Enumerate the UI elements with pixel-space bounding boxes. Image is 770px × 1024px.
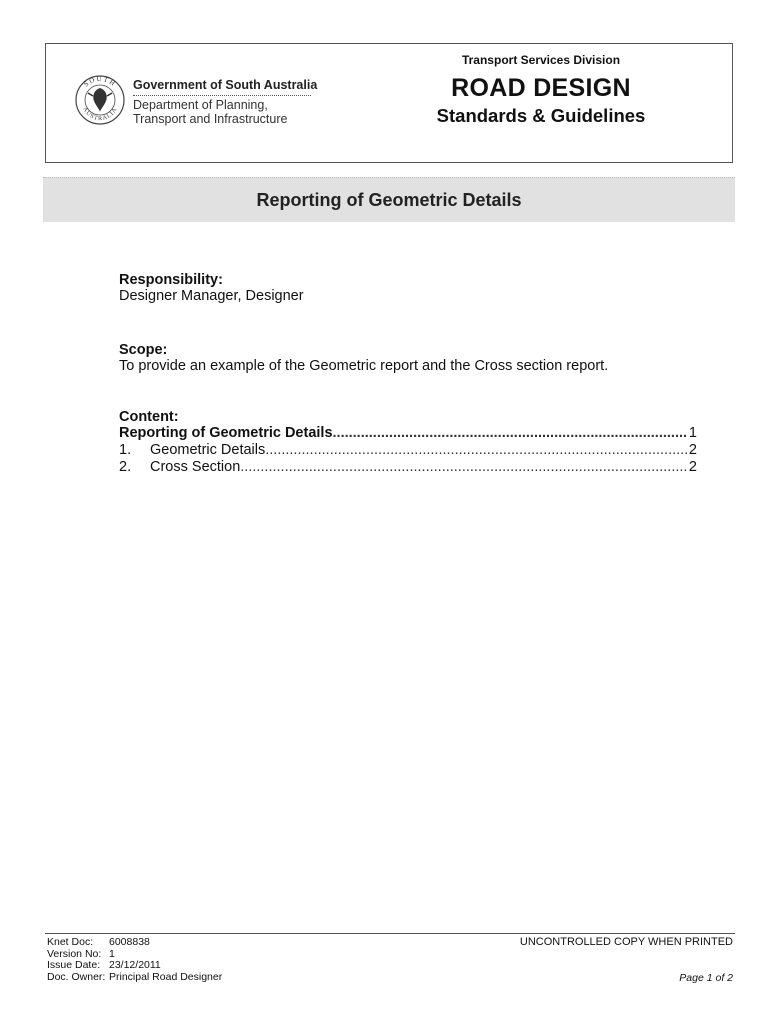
toc-entry[interactable] bbox=[119, 442, 697, 459]
doc-owner-label: Doc. Owner: bbox=[47, 970, 106, 983]
toc-entry[interactable] bbox=[119, 425, 697, 442]
knet-doc-value: 6008838 bbox=[109, 936, 150, 948]
doc-owner-value: Principal Road Designer bbox=[109, 970, 223, 983]
seal-bottom-text: AUSTRALIA bbox=[81, 106, 119, 123]
content-label: Content: bbox=[119, 409, 179, 425]
uncontrolled-copy-notice: UNCONTROLLED COPY WHEN PRINTED bbox=[519, 936, 733, 948]
toc-page-number: 2 bbox=[688, 459, 697, 475]
scope-value: To provide an example of the Geometric report and the Cross section report. bbox=[119, 358, 609, 374]
issue-date-value: 23/12/2011 bbox=[109, 959, 161, 972]
document-title: Reporting of Geometric Details bbox=[256, 189, 522, 210]
document-title-band bbox=[43, 177, 735, 222]
document-metadata bbox=[47, 937, 222, 983]
toc-entry-text: Reporting of Geometric Details bbox=[119, 425, 333, 441]
responsibility-label: Responsibility: bbox=[119, 272, 223, 288]
department-name bbox=[133, 98, 287, 126]
footer-divider bbox=[45, 933, 735, 934]
toc-entry-text: Geometric Details bbox=[150, 442, 266, 458]
responsibility-value: Designer Manager, Designer bbox=[119, 288, 304, 304]
government-name-divider bbox=[133, 95, 311, 96]
toc-entry-number: 2. bbox=[119, 459, 132, 475]
government-name: Government of South Australia bbox=[133, 78, 318, 92]
page-number: Page 1 of 2 bbox=[679, 972, 733, 984]
toc-dot-leader bbox=[240, 459, 688, 475]
department-line-1: Department of Planning, bbox=[133, 98, 268, 112]
responsibility-section bbox=[119, 272, 699, 304]
toc-page-number: 1 bbox=[688, 425, 697, 441]
toc-entry-text: Cross Section bbox=[150, 459, 241, 475]
content-section bbox=[119, 409, 697, 476]
knet-doc-label: Knet Doc: bbox=[47, 936, 94, 948]
toc-dot-leader bbox=[333, 425, 688, 441]
division-name: Transport Services Division bbox=[461, 53, 621, 67]
document-header bbox=[45, 43, 733, 163]
toc-dot-leader bbox=[265, 442, 688, 458]
south-australia-seal-logo bbox=[74, 74, 126, 126]
scope-section bbox=[119, 342, 699, 374]
version-value: 1 bbox=[109, 947, 115, 960]
svg-text:SOUTH bbox=[82, 75, 117, 88]
scope-label: Scope: bbox=[119, 342, 168, 358]
standards-subheading: Standards & Guidelines bbox=[436, 105, 646, 126]
toc-entry[interactable] bbox=[119, 459, 697, 476]
version-label: Version No: bbox=[47, 947, 102, 960]
department-line-2: Transport and Infrastructure bbox=[133, 112, 288, 126]
toc-entry-number: 1. bbox=[119, 442, 132, 458]
road-design-heading: ROAD DESIGN bbox=[451, 74, 631, 102]
issue-date-label: Issue Date: bbox=[47, 959, 101, 972]
seal-top-text: SOUTH bbox=[82, 74, 118, 89]
toc-page-number: 2 bbox=[688, 442, 697, 458]
